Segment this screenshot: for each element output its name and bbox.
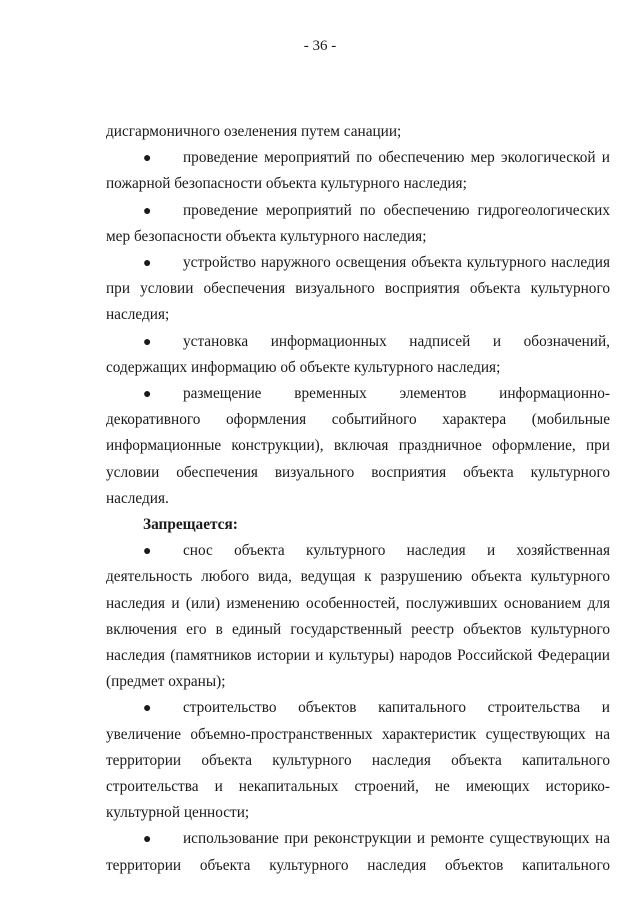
bullet-icon: ● (143, 334, 152, 350)
list-item-text: использование при реконструкции и ремонте существующих на территории объекта культурного наследия объектов капитального (106, 830, 610, 874)
list-item-text: проведение мероприятий по обеспечению мер экологической и пожарной безопасности объекта культурного наследия; (106, 149, 610, 193)
bullet-icon: ● (143, 151, 152, 167)
list-item-text: установка информационных надписей и обозначений, содержащих информацию об объекте культурного наследия; (106, 332, 610, 376)
list-item-text: строительство объектов капитального строительства и увеличение объемно-пространственных характеристик существующих на территории объекта культурного наследия объекта капитального строительства и некапитальных строений, не имеющих историко-культурной ценности; (106, 699, 610, 822)
list-item (106, 381, 610, 512)
bullet-icon: ● (143, 387, 152, 403)
list-item-text: устройство наружного освещения объекта культурного наследия при условии обеспечения визуального восприятия объекта культурного наследия; (106, 254, 610, 324)
bullet-icon: ● (143, 832, 152, 848)
intro-line: дисгармоничного озеленения путем санации; (106, 123, 402, 140)
bullet-icon: ● (143, 256, 152, 272)
bullet-icon: ● (143, 203, 152, 219)
list-item (106, 250, 610, 329)
bullet-icon: ● (143, 544, 152, 560)
list-item (106, 826, 610, 878)
list-item (106, 198, 610, 250)
list-item (106, 695, 610, 826)
list-item-text: снос объекта культурного наследия и хозяйственная деятельность любого вида, ведущая к разрушению объекта культурного наследия и (или) изменению особенностей, послуживших основанием для включения его в единый государственный реестр объектов культурного наследия (памятников истории и культуры) народов Российской Федерации (предмет охраны); (106, 542, 610, 691)
list-item-text: проведение мероприятий по обеспечению гидрогеологических мер безопасности объекта культурного наследия; (106, 201, 610, 245)
document-body (106, 119, 610, 879)
list-item (106, 145, 610, 197)
list-item (106, 329, 610, 381)
bullet-icon: ● (143, 701, 152, 717)
list-item (106, 538, 610, 695)
section-heading: Запрещается: (143, 516, 238, 534)
list-item-text: размещение временных элементов информационно-декоративного оформления событийного характера (мобильные информационные конструкции), включая праздничное оформление, при условии обеспечения визуального восприятия объекта культурного наследия. (106, 385, 610, 507)
page-number: - 36 - (303, 38, 337, 54)
